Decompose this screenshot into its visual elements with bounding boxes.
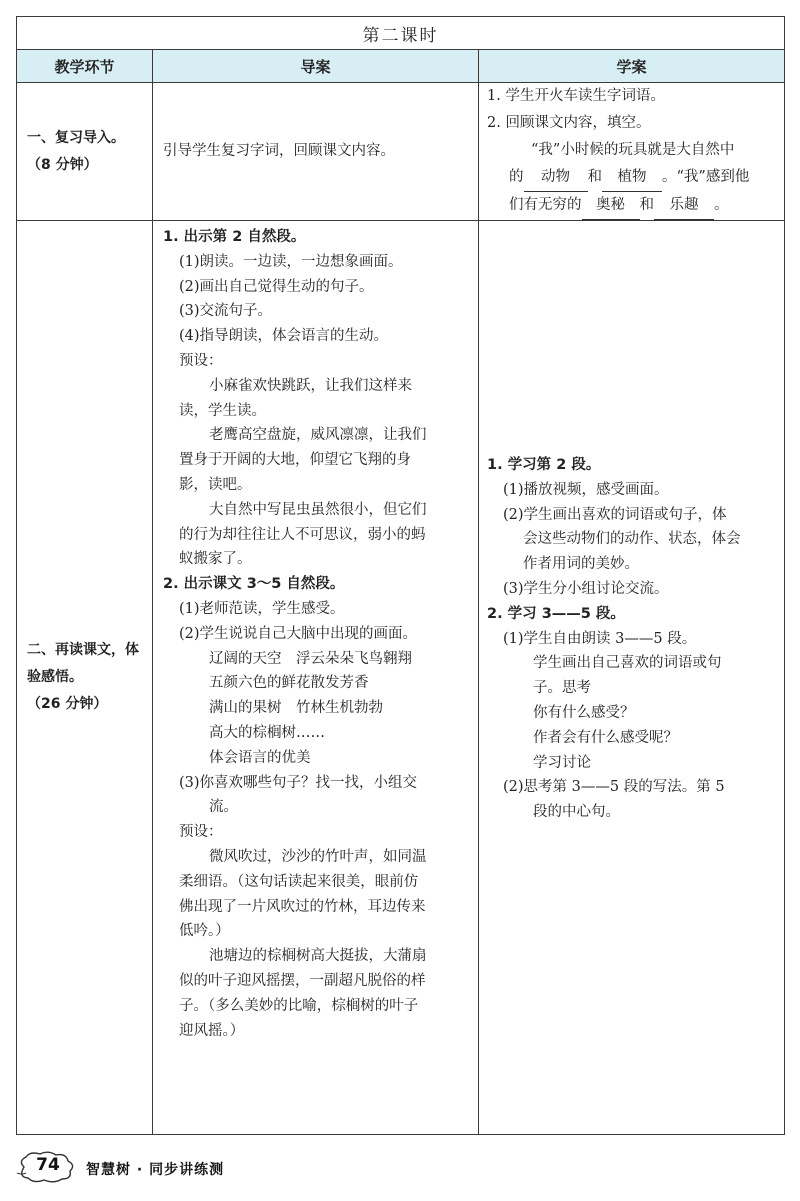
- guide-line: (1)老师范读，学生感受。: [179, 600, 345, 617]
- guide-line: 池塘边的棕榈树高大挺拔，大蒲扇: [209, 948, 427, 965]
- guide-item-2: 2. 出示课文 3～5 自然段。: [163, 576, 345, 593]
- guide-line: (3)交流句子。: [179, 303, 273, 320]
- header-stage: 教学环节: [17, 50, 153, 83]
- blank-plant: 植物: [602, 164, 662, 192]
- fill-text-b: 的: [509, 169, 524, 185]
- fill-line-2: [487, 164, 776, 192]
- guide-line: (2)画出自己觉得生动的句子。: [179, 278, 374, 295]
- study-item-2: 2. 学习 3——5 段。: [487, 605, 625, 622]
- section-reread-row: [17, 221, 785, 1135]
- study-line: 作者用词的美妙。: [523, 556, 639, 573]
- stage-review-time: （8 分钟）: [27, 156, 98, 173]
- stage-reread-line1: 二、再读课文，体: [27, 642, 139, 658]
- study-reread: [479, 221, 785, 1135]
- study-line: (2)思考第 3——5 段的写法。第 5: [503, 779, 725, 796]
- lesson-plan-table: [16, 16, 785, 1135]
- guide-line: 流。: [209, 799, 238, 816]
- study-line: 子。思考: [533, 680, 591, 697]
- guide-line: 似的叶子迎风摇摆，一副超凡脱俗的样: [179, 972, 426, 989]
- study-line: (1)学生自由朗读 3——5 段。: [503, 630, 697, 647]
- header-row: [17, 50, 785, 83]
- guide-line: 子。（多么美妙的比喻，棕榈树的叶子: [179, 997, 419, 1014]
- guide-line: 的行为却往往让人不可思议，弱小的蚂: [179, 526, 426, 543]
- guide-preset-label: 预设：: [179, 824, 223, 841]
- blank-mystery: 奥秘: [582, 192, 640, 220]
- blank-animal: 动物: [524, 164, 588, 192]
- title-row: [17, 17, 785, 50]
- guide-line: 大自然中写昆虫虽然很小，但它们: [209, 501, 427, 518]
- stage-reread-line2: 验感悟。: [27, 669, 83, 685]
- series-title: 智慧树 · 同步讲练测: [86, 1162, 225, 1178]
- guide-reread: [153, 221, 479, 1135]
- study-line: 学习讨论: [533, 754, 591, 771]
- lesson-title: 第二课时: [17, 17, 785, 50]
- guide-review: [153, 83, 479, 221]
- guide-item-1: 1. 出示第 2 自然段。: [163, 229, 306, 245]
- stage-reread: [17, 221, 153, 1135]
- study-review-item1: 1. 学生开火车读生字词语。: [487, 88, 665, 104]
- guide-line: 辽阔的天空 浮云朵朵飞鸟翱翔: [209, 650, 412, 667]
- fill-text-e: 们有无穷的: [509, 197, 582, 213]
- study-item-1: 1. 学习第 2 段。: [487, 457, 601, 473]
- guide-line: 小麻雀欢快跳跃，让我们这样来: [209, 377, 412, 394]
- guide-line: 读，学生读。: [179, 402, 266, 419]
- stage-review: [17, 83, 153, 221]
- guide-line: 体会语言的优美: [209, 749, 311, 766]
- guide-line: 高大的棕榈树……: [209, 724, 325, 741]
- stage-review-name: 一、复习导入。: [27, 129, 125, 146]
- study-review-item2: 2. 回顾课文内容，填空。: [487, 115, 651, 131]
- guide-line: (2)学生说说自己大脑中出现的画面。: [179, 625, 418, 642]
- guide-line: 五颜六色的鲜花散发芳香: [209, 675, 369, 692]
- study-line: 段的中心句。: [533, 804, 620, 821]
- guide-line: 影，读吧。: [179, 476, 252, 493]
- stage-reread-time: （26 分钟）: [27, 696, 108, 712]
- guide-line: 佛出现了一片风吹过的竹林，耳边传来: [179, 898, 426, 915]
- page-number: 74: [36, 1155, 60, 1175]
- guide-line: (1)朗读。一边读，一边想象画面。: [179, 253, 403, 270]
- guide-line: 老鹰高空盘旋，威风凛凛，让我们: [209, 427, 427, 444]
- guide-line: 迎风摇。）: [179, 1022, 245, 1039]
- study-line: (1)播放视频，感受画面。: [503, 481, 669, 498]
- study-line: 你有什么感受？: [533, 704, 635, 721]
- page-footer: [14, 1151, 274, 1187]
- guide-line: 微风吹过，沙沙的竹叶声，如同温: [209, 848, 427, 865]
- study-review: [479, 83, 785, 221]
- fill-line-1: “我”小时候的玩具就是大自然中: [531, 142, 735, 158]
- guide-line: 低吟。）: [179, 923, 230, 940]
- study-line: 学生画出自己喜欢的词语或句: [533, 655, 722, 672]
- study-line: 作者会有什么感受呢？: [533, 729, 678, 746]
- guide-line: 蚁搬家了。: [179, 551, 252, 568]
- fill-text-g: 。: [714, 197, 729, 213]
- study-line: (3)学生分小组讨论交流。: [503, 580, 669, 597]
- guide-review-text: 引导学生复习字词，回顾课文内容。: [163, 143, 395, 160]
- blank-fun: 乐趣: [654, 192, 714, 220]
- guide-line: (3)你喜欢哪些句子？找一找，小组交: [179, 774, 418, 791]
- study-line: (2)学生画出喜欢的词语或句子，体: [503, 506, 727, 523]
- guide-line: (4)指导朗读，体会语言的生动。: [179, 328, 389, 345]
- guide-line: 置身于开阔的大地，仰望它飞翔的身: [179, 452, 411, 469]
- guide-line: 柔细语。（这句话读起来很美，眼前仿: [179, 873, 419, 890]
- fill-text-c: 和: [587, 169, 602, 185]
- fill-text-f: 和: [639, 197, 654, 213]
- study-line: 会这些动物们的动作、状态，体会: [523, 531, 741, 548]
- fill-text-d: 。“我”感到他: [662, 169, 750, 185]
- header-study: 学案: [479, 50, 785, 83]
- section-review-row: [17, 83, 785, 221]
- fill-line-3: [487, 192, 776, 220]
- guide-preset-label: 预设：: [179, 352, 223, 369]
- header-guide: 导案: [153, 50, 479, 83]
- guide-line: 满山的果树 竹林生机勃勃: [209, 700, 383, 717]
- lesson-plan-sheet: [16, 16, 784, 1135]
